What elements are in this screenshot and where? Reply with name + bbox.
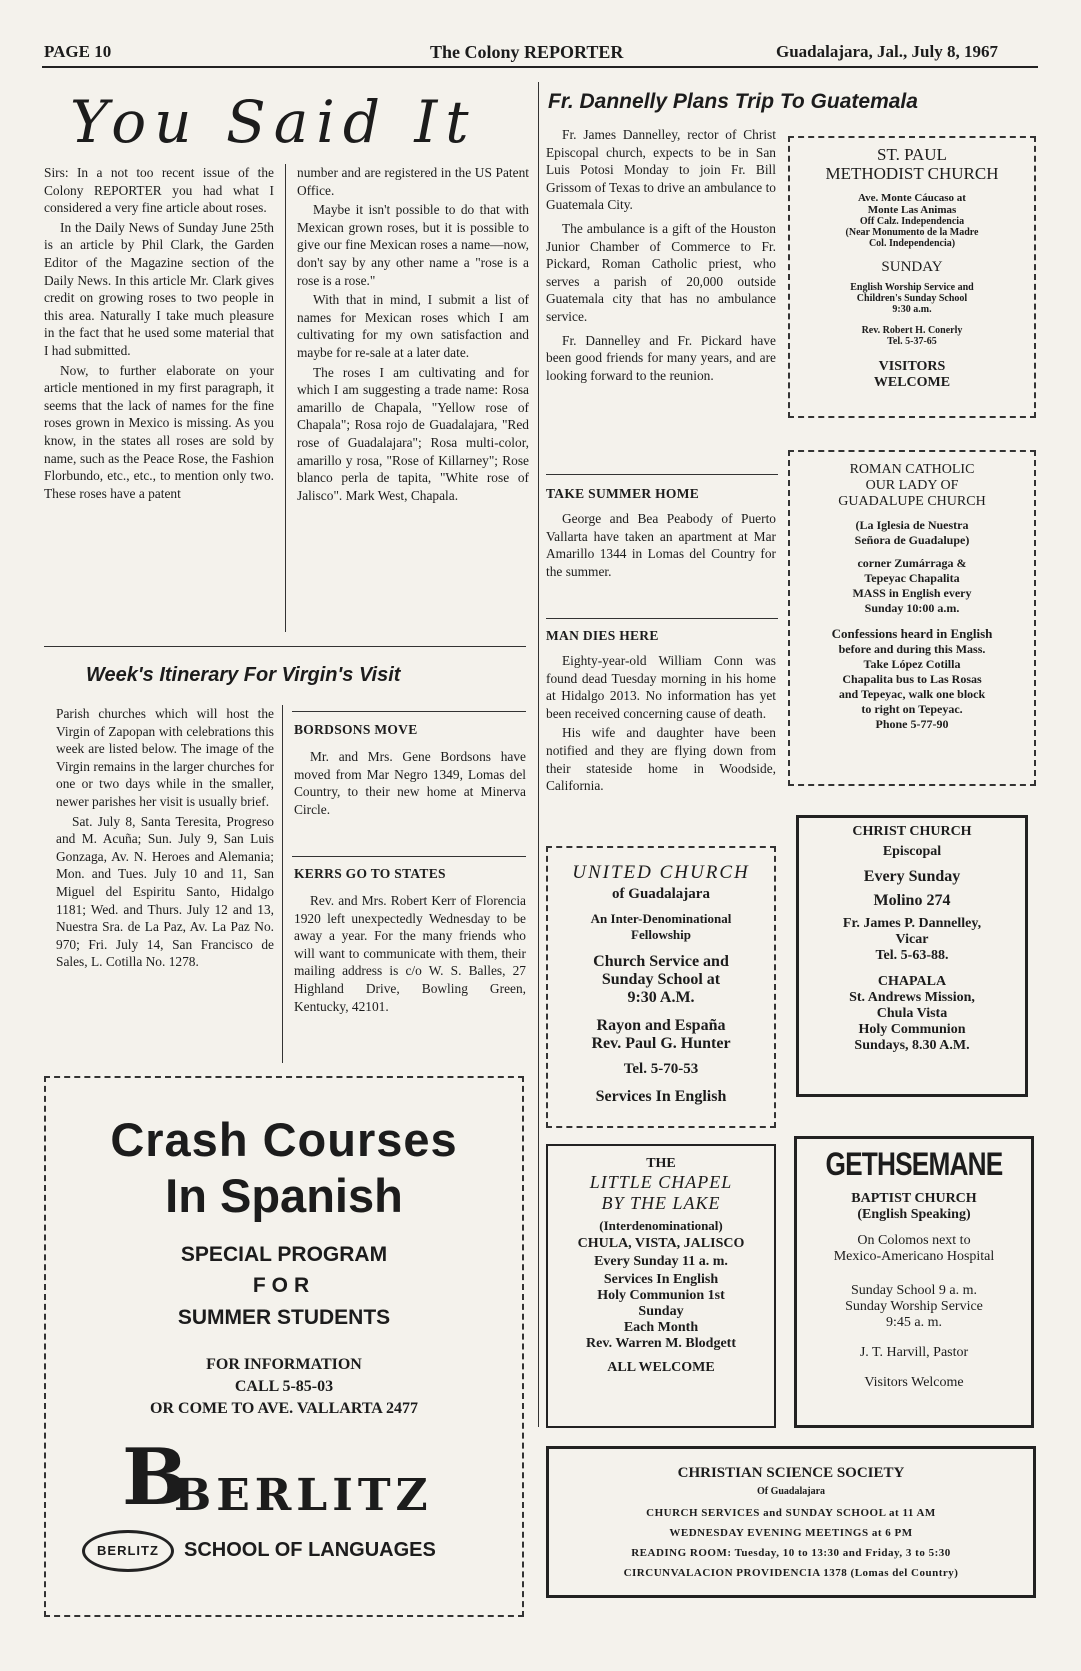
ad-line: LITTLE CHAPEL <box>589 1172 733 1192</box>
section-rule <box>546 474 778 475</box>
itinerary-schedule: Sat. July 8, Santa Teresita, Progreso and M. Acuña; Sun. July 9, San Luis Gonzaga, Av. N. Heroes and Alemania; Mon. and Tues. July 10 and 11, San Miguel del Espiritu Santo, Hidalgo 1181; Wed. and Thurs. July 12 and 13, Nuestra Sra. de La Paz, Av. La Paz No. 970; Fri. July 14, San Francisco de Sales, L. Cotilla No. 1278. <box>56 813 274 970</box>
ad-line: Tel. 5-63-88. <box>875 948 949 963</box>
ad-line: Of Guadalajara <box>756 1486 826 1497</box>
berlitz-oval-logo <box>82 1530 174 1572</box>
ad-line: Sundays, 8.30 A.M. <box>854 1038 970 1053</box>
ad-line: Services In English <box>603 1272 719 1287</box>
berlitz-brand: BERLITZ <box>174 1470 433 1521</box>
ad-line: of Guadalajara <box>612 886 710 902</box>
story-para: His wife and daughter have been notified and they are flying down from their stateside home in Woodside, California. <box>546 725 776 794</box>
ad-line: Tel. 5-70-53 <box>623 1061 699 1077</box>
ad-headline-1: Crash Courses <box>110 1113 458 1166</box>
ad-line: corner Zumárraga & <box>857 556 967 570</box>
ad-line: and Tepeyac, walk one block <box>838 687 986 701</box>
man-dies-story <box>546 628 776 797</box>
ad-line: Children's Sunday School <box>856 293 968 304</box>
ad-line: WEDNESDAY EVENING MEETINGS at 6 PM <box>669 1527 913 1539</box>
ad-line: English Worship Service and <box>850 282 974 293</box>
little-chapel-ad <box>546 1144 776 1428</box>
ad-line: Rayon and España <box>596 1017 726 1034</box>
summer-home-kicker: TAKE SUMMER HOME <box>546 486 700 501</box>
story-para: George and Bea Peabody of Puerto Vallarta have taken an apartment at Mar Amarillo 1344 in Lomas del Country for the summer. <box>546 511 776 579</box>
story-para: The ambulance is a gift of the Houston Junior Chamber of Commerce to Fr. Pickard, Roman Catholic priest, who serves a parish of 20,000 outside Guatemala city that has no ambulance service. <box>546 220 776 324</box>
ad-line: Chapalita bus to Las Rosas <box>842 672 982 686</box>
ad-line: CHRIST CHURCH <box>852 824 972 839</box>
ad-line: WELCOME <box>873 375 951 390</box>
ad-line: Episcopal <box>882 844 942 859</box>
ad-call: CALL 5-85-03 <box>234 1378 334 1395</box>
story-para: Mr. and Mrs. Gene Bordsons have moved from Mar Negro 1349, Lomas del Country, to their new home at Minerva Circle. <box>294 749 526 817</box>
ad-students: SUMMER STUDENTS <box>177 1306 391 1329</box>
ad-line: 9:30 a.m. <box>892 304 932 315</box>
ad-line: (La Iglesia de Nuestra <box>855 518 969 532</box>
man-dies-kicker: MAN DIES HERE <box>546 628 659 643</box>
ad-line: CHULA, VISTA, JALISCO <box>577 1236 745 1251</box>
ad-line: Señora de Guadalupe) <box>854 533 970 547</box>
ad-line: Every Sunday 11 a. m. <box>594 1254 728 1269</box>
letter-para: Now, to further elaborate on your article mentioned in my first paragraph, it seems that the lack of names for the fine roses grown in Mexico is missing. As you know, in the states all roses are sold by name, such as the Peace Rose, the Fashion Florbundo, etc., etc., to mention only two. These roses have a patent <box>44 362 274 501</box>
ad-line: Holy Communion 1st <box>597 1288 725 1303</box>
ad-line: Sunday <box>638 1304 684 1319</box>
ad-line: Mexico-Americano Hospital <box>833 1249 995 1264</box>
ad-line: Confessions heard in English <box>831 626 993 641</box>
ad-line: Rev. Robert H. Conerly <box>861 325 963 336</box>
letter-para: The roses I am cultivating and for which I am suggesting a trade name: Rosa amarillo de Chapala, "Yellow rose of Chapala"; Rosa rojo de Guadalajara, "Red rose of Guadalajara"; Rosa multi-color, amarillo y rosa, "Rose of Killarney"; Rose blanco perla de tapita, "White rose of Jalisco". Mark West, Chapala. <box>297 364 529 503</box>
ad-line: THE <box>646 1156 676 1171</box>
ad-line: to right on Tepeyac. <box>861 702 963 716</box>
ad-line: Col. Independencia) <box>868 238 956 249</box>
st-paul-ad <box>788 136 1036 418</box>
ad-line: Tepeyac Chapalita <box>864 571 960 585</box>
ad-line: BAPTIST CHURCH <box>851 1191 977 1206</box>
ad-line: before and during this Mass. <box>838 642 986 656</box>
ad-headline-2: In Spanish <box>165 1169 403 1222</box>
dannelly-headline: Fr. Dannelly Plans Trip To Guatemala <box>548 90 918 113</box>
ad-line: CHURCH SERVICES and SUNDAY SCHOOL at 11 AM <box>646 1507 936 1519</box>
ad-line: VISITORS <box>878 359 946 374</box>
ad-line: METHODIST CHURCH <box>825 164 999 183</box>
ad-line: CHRISTIAN SCIENCE SOCIETY <box>677 1465 905 1481</box>
ad-line: MASS in English every <box>852 586 972 600</box>
itinerary-story <box>56 705 274 973</box>
ad-line: CIRCUNVALACION PROVIDENCIA 1378 (Lomas del Country) <box>623 1567 959 1579</box>
ad-line: Sunday Worship Service <box>845 1299 983 1314</box>
guadalupe-ad <box>788 450 1036 786</box>
ad-line: On Colomos next to <box>857 1233 971 1248</box>
ad-for: FOR <box>252 1274 316 1297</box>
story-para: Parish churches which will host the Virgin of Zapopan with celebrations this week are listed below. The image of the Virgin remains in the larger churches for one or two days while in the smaller, newer parishes her visit is usually brief. <box>56 706 274 809</box>
ad-line: Visitors Welcome <box>864 1375 964 1390</box>
ad-address: OR COME TO AVE. VALLARTA 2477 <box>150 1400 418 1417</box>
paper-name: The Colony REPORTER <box>430 42 624 62</box>
you-said-it-title: You Said It <box>70 88 477 156</box>
ad-line: Services In English <box>595 1088 727 1105</box>
ad-line: Molino 274 <box>873 892 951 909</box>
ad-line: Fellowship <box>631 927 691 942</box>
ad-line: An Inter-Denominational <box>590 911 732 926</box>
berlitz-logo-letter: B <box>122 1432 188 1523</box>
ad-line: UNITED CHURCH <box>572 862 750 883</box>
ad-line: Phone 5-77-90 <box>875 717 949 731</box>
column-rule <box>538 82 539 1427</box>
letter-para: With that in mind, I submit a list of names for Mexican roses which I am cultivating for my own satisfaction and maybe for re-sale at a later date. <box>297 292 529 360</box>
letter-para: In the Daily News of Sunday June 25th is an article by Phil Clark, the Garden Editor of the Magazine section of the Daily News. In this article Mr. Clark gives credit on growing roses to two people in this area. Naturally I take much pleasure in the fact that he used some material that I had submitted. <box>44 219 274 358</box>
story-para: Eighty-year-old William Conn was found dead Tuesday morning in his home at Hidalgo 2013. No information has yet been received concerning cause of death. <box>546 653 776 721</box>
ad-line: Sunday 10:00 a.m. <box>864 601 960 615</box>
section-rule <box>546 618 778 619</box>
ad-line: OUR LADY OF <box>865 478 959 493</box>
ad-line: Every Sunday <box>863 868 961 885</box>
ad-line: ALL WELCOME <box>607 1360 715 1375</box>
christ-church-ad <box>796 815 1028 1097</box>
ad-line: Monte Las Animas <box>867 204 957 216</box>
ad-line: Chula Vista <box>876 1006 948 1021</box>
header-rule <box>42 66 1038 68</box>
section-rule <box>292 856 526 857</box>
ad-line: 9:45 a. m. <box>886 1315 942 1330</box>
kerrs-kicker: KERRS GO TO STATES <box>294 866 446 881</box>
dateline: Guadalajara, Jal., July 8, 1967 <box>776 42 998 61</box>
ad-line: 9:30 A.M. <box>627 989 695 1006</box>
you-said-it-col2 <box>297 164 529 506</box>
ad-line: Sunday School at <box>601 971 721 988</box>
kerrs-story <box>294 866 526 1017</box>
you-said-it-col1 <box>44 164 274 504</box>
ad-line: Fr. James P. Dannelley, <box>842 916 982 931</box>
letter-para: Sirs: In a not too recent issue of the Colony REPORTER you had what I considered a very fine article about roses. <box>44 165 274 216</box>
bordsons-story <box>294 722 526 820</box>
column-rule <box>285 164 286 632</box>
gethsemane-ad <box>794 1136 1034 1428</box>
christian-science-ad <box>546 1446 1036 1598</box>
ad-line: ROMAN CATHOLIC <box>849 462 975 477</box>
ad-line: READING ROOM: Tuesday, 10 to 13:30 and Friday, 3 to 5:30 <box>631 1547 951 1559</box>
column-rule <box>282 705 283 1063</box>
section-rule <box>44 646 526 647</box>
letter-para: Maybe it isn't possible to do that with Mexican grown roses, but it is possible to give our fine Mexican roses a name—now, don't say by any other name a "rose is a rose is a rose." <box>297 202 529 288</box>
united-church-ad <box>546 846 776 1128</box>
ad-line: Rev. Warren M. Blodgett <box>586 1336 736 1351</box>
ad-line: Off Calz. Independencia <box>859 216 965 227</box>
ad-line: Church Service and <box>593 953 729 970</box>
ad-line: ST. PAUL <box>877 145 947 164</box>
section-rule <box>292 711 526 712</box>
ad-line: CHAPALA <box>877 974 947 989</box>
dannelly-story <box>546 126 776 386</box>
ad-line: GETHSEMANE <box>825 1146 1003 1182</box>
ad-line: J. T. Harvill, Pastor <box>859 1345 969 1360</box>
ad-line: BY THE LAKE <box>601 1193 721 1213</box>
summer-home-story <box>546 486 776 582</box>
ad-info: FOR INFORMATION <box>206 1356 362 1373</box>
ad-line: SUNDAY <box>881 259 943 275</box>
story-para: Fr. Dannelley and Fr. Pickard have been good friends for many years, and are looking forward to the reunion. <box>546 332 776 383</box>
ad-line: Sunday School 9 a. m. <box>851 1283 977 1298</box>
ad-line: Holy Communion <box>858 1022 966 1037</box>
ad-line: GUADALUPE CHURCH <box>838 494 986 509</box>
ad-line: Each Month <box>623 1320 699 1335</box>
ad-line: Vicar <box>895 932 929 947</box>
ad-special: SPECIAL PROGRAM <box>180 1243 388 1266</box>
berlitz-ad <box>44 1076 524 1617</box>
ad-line: St. Andrews Mission, <box>849 990 975 1005</box>
story-para: Fr. James Dannelley, rector of Christ Episcopal church, expects to be in San Luis Potosi Monday to join Fr. Bill Grissom of Texas to drive an ambulance to Guatemala City. <box>546 127 776 213</box>
ad-line: (Interdenominational) <box>599 1218 723 1233</box>
letter-para: number and are registered in the US Patent Office. <box>297 165 529 198</box>
ad-line: (Near Monumento de la Madre <box>845 227 979 238</box>
ad-line: (English Speaking) <box>857 1207 971 1222</box>
ad-line: Tel. 5-37-65 <box>887 336 937 347</box>
ad-line: Ave. Monte Cáucaso at <box>858 192 966 204</box>
story-para: Rev. and Mrs. Robert Kerr of Florencia 1920 left unexpectedly Wednesday to be away a year. For the many friends who will want to communicate with them, their mailing address is c/o W. S. Balles, 27 Highland Drive, Bowling Green, Kentucky, 42101. <box>294 893 526 1014</box>
berlitz-oval-text: BERLITZ <box>97 1543 159 1558</box>
ad-line: Take López Cotilla <box>863 657 961 671</box>
bordsons-kicker: BORDSONS MOVE <box>294 722 418 737</box>
itinerary-headline: Week's Itinerary For Virgin's Visit <box>86 664 401 686</box>
ad-line: Rev. Paul G. Hunter <box>591 1035 731 1052</box>
page-number: PAGE 10 <box>44 42 112 61</box>
berlitz-school: SCHOOL OF LANGUAGES <box>184 1539 436 1561</box>
